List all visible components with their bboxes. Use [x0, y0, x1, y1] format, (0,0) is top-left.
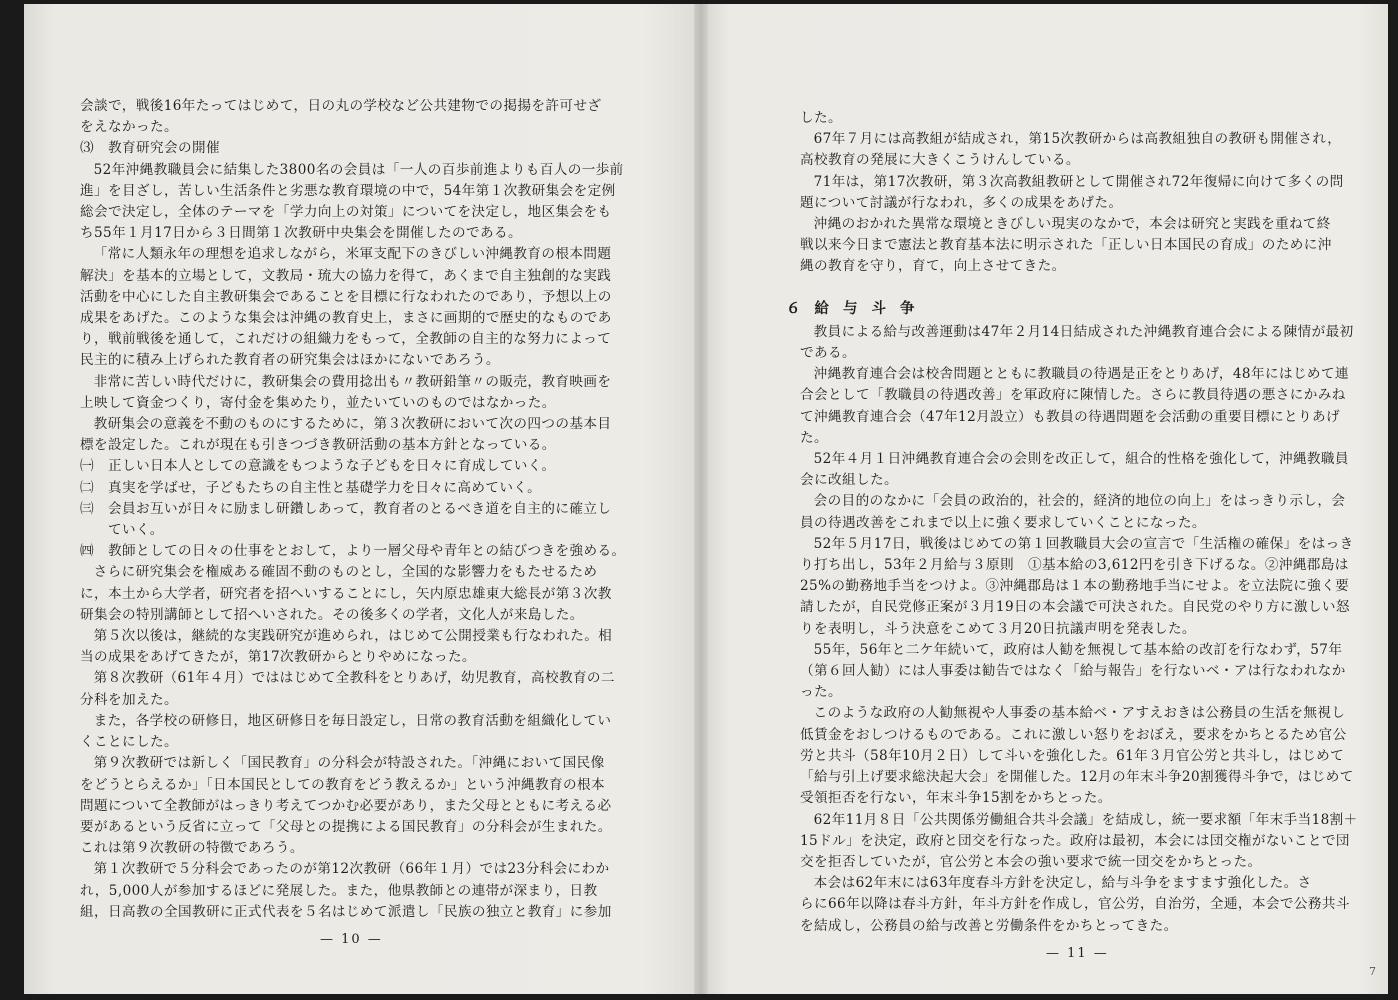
text-line: 上映して資金つくり，寄付金を集めたり，並たいていのものではなかった。 — [80, 394, 556, 411]
text-line: 沖縄のおかれた異常な環境ときびしい現実のなかで，本会は研究と実践を重ねて終 — [813, 216, 1331, 233]
text-line: 15ドル」を決定，政府と団交を行なった。政府は最初，本会には団交権がないことで団 — [800, 832, 1350, 849]
text-line: 交を拒否していたが，官公労と本会の強い要求で統一団交をかちとった。 — [800, 853, 1262, 870]
text-line: 問題について全教師がはっきり考えてつかむ必要があり，また父母とともに考える必 — [80, 797, 612, 814]
text-line: 縄の教育を守り，育て，向上させてきた。 — [800, 258, 1066, 275]
text-line: 52年４月１日沖縄教育連合会の会則を改正して，組合的性格を強化して，沖縄教職員 — [813, 451, 1349, 468]
text-line: 研集会の特別講師として招へいされた。その後多くの学者，文化人が来島した。 — [80, 606, 584, 623]
text-line: 民主的に積み上げられた教育者の研究集会はほかにないであろう。 — [80, 352, 500, 369]
text-line: した。 — [800, 110, 842, 126]
text-line: 第９次教研では新しく「国民教育」の分科会が特設された。「沖縄において国民像 — [93, 755, 605, 772]
text-line: ていく。 — [80, 522, 164, 539]
text-line: 請したが，自民党修正案が３月19日の本会議で可決された。自民党のやり方に激しい怒 — [800, 599, 1350, 616]
text-line: 労と共斗（58年10月２日）して斗いを強化した。61年３月官公労と共斗し，はじめて — [800, 747, 1345, 764]
book-gutter — [694, 4, 708, 994]
text-line: 教員による給与改善運動は47年２月14日結成された沖縄教育連合会による陳情が最初 — [813, 323, 1354, 340]
text-line: を結成し，公務員の給与改善と労働条件をかちとってきた。 — [800, 917, 1178, 934]
text-line: 解決」を基本的立場として，文教局・琉大の協力を得て，あくまで自主独創的な実践 — [80, 267, 612, 284]
text-line: 62年11月８日「公共関係労働組合共斗会議」を結成し，統一要求額「年末手当18割＋ — [813, 811, 1358, 828]
text-line: 第８次教研（61年４月）でははじめて全教科をとりあげ，幼児教育，高校教育の二 — [93, 670, 615, 687]
text-line: 52年沖縄教職員会に結集した3800名の会員は「一人の百歩前進よりも百人の一歩前 — [93, 161, 624, 178]
text-line: をえなかった。 — [80, 119, 178, 136]
text-line: ㈣ 教師としての日々の仕事をとおして，より一層父母や青年との結びつきを強める。 — [80, 543, 626, 560]
right-page-text — [786, 108, 1360, 937]
text-line: り，戦前戦後を通して，これだけの組織力をもって，全教師の自主的な努力によって — [80, 331, 612, 348]
text-line: ち55年１月17日から３日間第１次教研中央集会を開催したのである。 — [80, 225, 523, 242]
text-line: 71年は，第17次教研，第３次高教組教研として開催され72年復帰に向けて多くの問 — [813, 173, 1344, 190]
text-line: 会談で，戦後16年たってはじめて，日の丸の学校など公共建物での掲揚を許可せざ — [80, 98, 602, 114]
text-line: このような政府の人勧無視や人事委の基本給ベ・アすえおきは公務員の生活を無視し — [813, 705, 1346, 722]
text-line: 標を設定した。これが現在も引きつづき教研活動の基本方針となっている。 — [80, 437, 556, 454]
text-line: 受領拒否を行ない，年末斗争15割をかちとった。 — [800, 790, 1112, 807]
text-line: である。 — [800, 345, 856, 362]
text-line: 25%の勤務地手当をつけよ。③沖縄郡島は１本の勤務地手当にせよ。を立法院に強く要 — [800, 578, 1350, 595]
text-line: らに66年以降は春斗方針，年斗方針を作成し，官公労，自治労，全逓，本会で公務共斗 — [800, 896, 1350, 913]
text-line: 要があるという反省に立って「父母との提携による国民教育」の分科会が生まれた。 — [80, 818, 612, 835]
text-line: た。 — [800, 429, 828, 446]
text-line: 「給与引上げ要求総決起大会」を開催した。12月の年末斗争20割獲得斗争で，はじめて — [800, 769, 1354, 786]
text-line: った。 — [800, 684, 842, 701]
text-line: 組，日高教の全国教研に正式代表を５名はじめて派遣し「民族の独立と教育」に参加 — [80, 903, 612, 920]
text-line: 沖縄教育連合会は校舎問題とともに教職員の待遇是正をとりあげ，48年にはじめて連 — [813, 366, 1349, 383]
left-page-text — [80, 96, 646, 923]
text-line — [800, 278, 1360, 280]
text-line: 当の成果をあげてきたが，第17次教研からとりやめになった。 — [80, 649, 476, 666]
text-line: 会の目的のなかに「会員の政治的，社会的，経済的地位の向上」をはっきり示し，会 — [813, 493, 1346, 510]
text-line: 教研集会の意義を不動のものにするために，第３次教研において次の四つの基本目 — [93, 416, 612, 433]
text-line: 低賃金をおしつけるものである。これに激しい怒りをおぼえ，要求をかちとるため官公 — [800, 726, 1347, 743]
text-line: （第６回人勧）には人事委は勧告ではなく「給与報告」を行ないベ・アは行なわれなか — [800, 663, 1346, 680]
text-line: 活動を中心にした自主教研集会であることを目標に行なわれたのであり，予想以上の — [80, 288, 612, 305]
text-line: 52年５月17日，戦後はじめての第１回教職員大会の宣言で「生活権の確保」をはっき — [813, 535, 1354, 552]
text-line: 会に改組した。 — [800, 472, 898, 489]
text-line: また，各学校の研修日，地区研修日を毎日設定し，日常の教育活動を組織化してい — [93, 712, 612, 729]
text-line: 合会として「教職員の待遇改善」を軍政府に陳情した。さらに教員待遇の悪さにかみね — [800, 387, 1346, 404]
text-line: て沖縄教育連合会（47年12月設立）も教員の待遇問題を会活動の重要目標にとりあげ — [800, 408, 1340, 425]
text-line: りを表明し，斗う決意をこめて３月20日抗議声明を発表した。 — [800, 620, 1196, 637]
text-line: 非常に苦しい時代だけに，教研集会の費用捻出も〃教研鉛筆〃の販売，教育映画を — [93, 373, 612, 390]
text-line: ㈠ 正しい日本人としての意識をもつような子どもを日々に育成していく。 — [80, 458, 556, 475]
text-line: 成果をあげた。このような集会は沖縄の教育史上，まさに画期的で歴史的なものであ — [80, 310, 612, 327]
section-heading: ６給与斗争 — [786, 299, 929, 317]
text-line: 67年７月には高教組が結成され，第15次教研からは高教組独自の教研も開催され， — [813, 131, 1342, 148]
text-line: 戦以来今日まで憲法と教育基本法に明示された「正しい日本国民の育成」のために沖 — [800, 237, 1332, 254]
text-line: さらに研究集会を権威ある確固不動のものとし，全国的な影響力をもたせるため — [93, 564, 598, 581]
text-line: ㈡ 真実を学ばせ，子どもたちの自主性と基礎学力を日々に高めていく。 — [80, 479, 542, 496]
right-page — [700, 4, 1388, 994]
corner-mark: 7 — [1369, 965, 1376, 978]
text-line: 「常に人類永年の理想を追求しながら，米軍支配下のきびしい沖縄教育の根本問題 — [93, 246, 612, 263]
book-spread — [24, 4, 1388, 994]
text-line: 第５次以後は，継続的な実践研究が進められ，はじめて公開授業も行なわれた。相 — [93, 628, 613, 645]
text-line: に，本土から大学者，研究者を招へいすることにし，矢内原忠雄東大総長が第３次教 — [80, 585, 612, 602]
text-line: り打ち出し，53年２月給与３原則 ①基本給の3,612円を引き下げるな。②沖縄郡島は — [800, 557, 1349, 574]
text-line: 55年，56年と二ケ年続いて，政府は人勧を無視して基本給の改訂を行なわず，57年 — [813, 641, 1343, 658]
page-number-left: — 10 — — [320, 932, 383, 947]
text-line: 総会で決定し，全体のテーマを「学力向上の対策」についてを決定し，地区集会をも — [80, 204, 612, 221]
page-number-right: — 11 — — [1046, 946, 1109, 961]
text-line: 本会は62年末には63年度春斗方針を決定し，給与斗争をますます強化した。さ — [813, 875, 1312, 892]
text-line: くことにした。 — [80, 734, 178, 751]
text-line: 員の待遇改善をこれまで以上に強く要求していくことになった。 — [800, 514, 1206, 531]
text-line: ㈢ 会員お互いが日々に励まし研鑽しあって，教育者のとるべき道を自主的に確立し — [80, 500, 612, 517]
text-line: これは第９次教研の特徴であろう。 — [80, 840, 304, 857]
text-line: 進」を目ざし，苦しい生活条件と劣悪な教育環境の中で，54年第１次教研集会を定例 — [80, 182, 616, 199]
text-line: 第１次教研で５分科会であったのが第12次教研（66年１月）では23分科会にわか — [93, 861, 610, 878]
text-line: 題について討議が行なわれ，多くの成果をあげた。 — [800, 194, 1123, 211]
text-line: をどうとらえるか」「日本国民としての教育をどう教えるか」という沖縄教育の根本 — [80, 776, 605, 793]
text-line: 分科を加えた。 — [80, 691, 178, 708]
text-line: ⑶ 教育研究会の開催 — [80, 140, 220, 157]
text-line: 高校教育の発展に大きくこうけんしている。 — [800, 152, 1080, 169]
left-page — [24, 4, 700, 994]
text-line: れ，5,000人が参加するほどに発展した。また，他県教師との連帯が深まり，日教 — [80, 882, 598, 899]
